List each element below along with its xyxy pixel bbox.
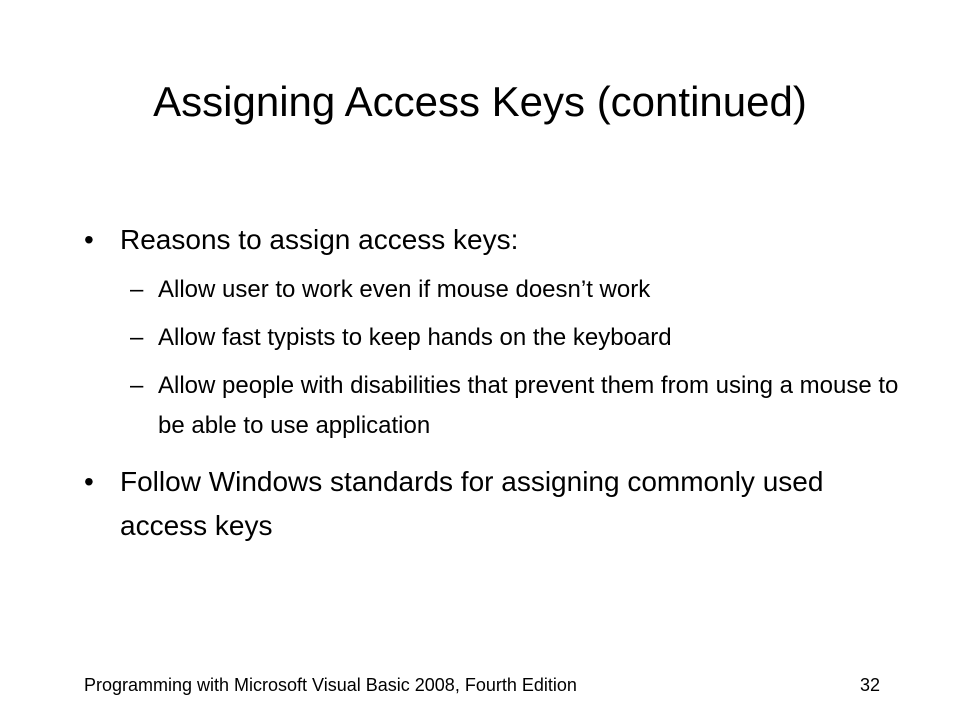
sub-bullet-text: Allow user to work even if mouse doesn’t work [158,276,651,303]
sub-bullet-marker: – [130,372,144,399]
bullet-item [84,218,904,262]
sub-bullet-marker: – [130,276,144,303]
slide-title: Assigning Access Keys (continued) [153,78,807,125]
sub-bullet-item [84,366,904,446]
sub-bullet-text: Allow people with disabilities that prevent them from using a mouse to be able to use application [158,372,899,439]
bullet-text: Follow Windows standards for assigning commonly used access keys [120,466,824,541]
slide-content [84,218,904,548]
footer-text: Programming with Microsoft Visual Basic 2008, Fourth Edition [84,675,577,695]
sub-bullet-text: Allow fast typists to keep hands on the keyboard [158,324,672,351]
bullet-text: Reasons to assign access keys: [120,224,519,255]
page-number: 32 [859,675,880,695]
bullet-marker: • [84,224,94,255]
sub-bullet-item [84,318,904,358]
bullet-marker: • [84,466,94,497]
sub-bullet-item [84,270,904,310]
sub-bullet-marker: – [130,324,144,351]
bullet-item [84,460,904,548]
